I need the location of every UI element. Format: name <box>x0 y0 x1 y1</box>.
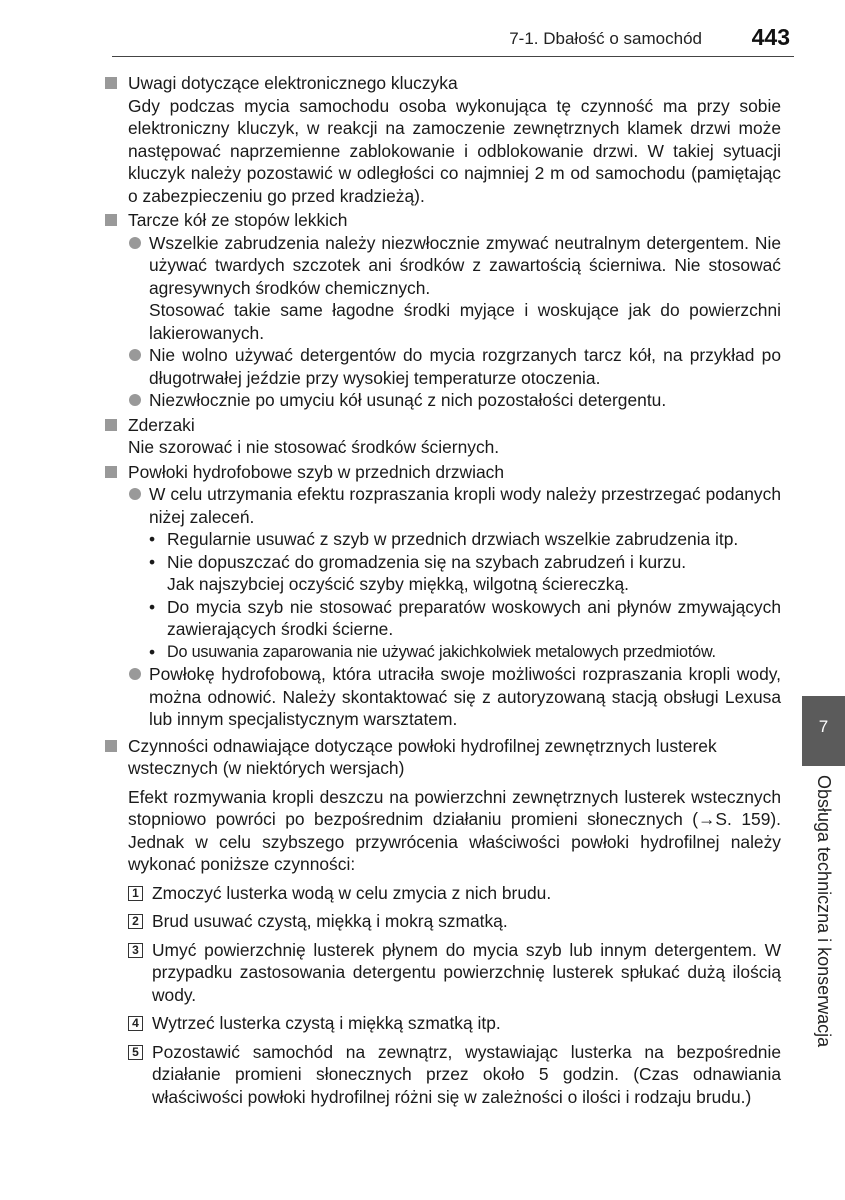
step-text: Wytrzeć lusterka czystą i miękką szmatką itp. <box>152 1013 501 1033</box>
step-text: Umyć powierzchnię lusterek płynem do mycia szyb lub innym detergentem. W przypadku zastosowania detergentu powierzchnię lusterek spłukać dużą ilością wody. <box>152 939 781 1005</box>
circle-bullet-icon <box>129 488 141 500</box>
chapter-tab <box>802 696 845 766</box>
sub-list-item <box>149 641 781 664</box>
section-heading <box>103 461 781 484</box>
square-bullet-icon <box>105 466 117 478</box>
circle-bullet-icon <box>129 349 141 361</box>
chapter-number: 7 <box>818 717 829 736</box>
list-item <box>128 483 781 528</box>
step-text: Zmoczyć lusterka wodą w celu zmycia z nich brudu. <box>152 882 552 903</box>
section-heading <box>103 72 781 95</box>
page-number: 443 <box>751 24 790 50</box>
list-item <box>128 344 781 389</box>
section-heading <box>103 414 781 437</box>
step-number: 2 <box>128 914 143 929</box>
sub-list-item-text: Nie dopuszczać do gromadzenia się na szybach zabrudzeń i kurzu. <box>167 551 687 572</box>
chapter-side-title: Obsługa techniczna i konserwacja <box>814 775 834 1048</box>
square-bullet-icon <box>105 77 117 89</box>
paragraph: Nie szorować i nie stosować środków ściernych. <box>128 437 500 457</box>
step-item <box>127 1012 781 1035</box>
step-number: 3 <box>128 943 143 958</box>
small-dot-icon: • <box>149 551 156 572</box>
circle-bullet-icon <box>129 237 141 249</box>
heading-text: Czynności odnawiające dotyczące powłoki hydrofilnej zewnętrznych lusterek wstecznych (w niektórych wersjach) <box>128 735 717 778</box>
section-heading <box>103 735 781 780</box>
circle-bullet-icon <box>129 394 141 406</box>
paragraph: Gdy podczas mycia samochodu osoba wykonująca tę czynność ma przy sobie elektroniczny kluczyk, w reakcji na zamoczenie zewnętrznych klamek drzwi może następować naprzemienne zablokowanie i odblokowanie drzwi. W takiej sytuacji kluczyk należy pozostawić w odległości co najmniej 2 m od samochodu (pamiętając o zabezpieczeniu go przed kradzieżą). <box>128 95 781 206</box>
step-item <box>127 939 781 1007</box>
list-item-text: Nie wolno używać detergentów do mycia rozgrzanych tarcz kół, na przykład po długotrwałej jeździe przy wysokiej temperaturze otoczenia. <box>149 345 781 388</box>
sub-list-item-text: Do mycia szyb nie stosować preparatów woskowych ani płynów zmywających zawierających środki ścierne. <box>167 596 781 639</box>
circle-bullet-icon <box>129 668 141 680</box>
step-text: Brud usuwać czystą, miękką i mokrą szmatką. <box>152 911 508 931</box>
list-item <box>128 232 781 300</box>
small-dot-icon: • <box>149 596 156 617</box>
step-item <box>127 1041 781 1109</box>
sub-list-item-text: Regularnie usuwać z szyb w przednich drzwiach wszelkie zabrudzenia itp. <box>167 529 739 549</box>
square-bullet-icon <box>105 740 117 752</box>
list-item <box>128 663 781 731</box>
section-title: 7-1. Dbałość o samochód <box>509 29 702 48</box>
step-number: 5 <box>128 1045 143 1060</box>
page-content <box>103 70 781 1108</box>
small-dot-icon: • <box>149 641 156 662</box>
list-item <box>128 389 781 412</box>
step-number: 1 <box>128 886 143 901</box>
list-item-text: Niezwłocznie po umyciu kół usunąć z nich pozostałości detergentu. <box>149 390 667 410</box>
sub-list-item <box>149 551 781 574</box>
section-heading <box>103 209 781 232</box>
list-item-text: Powłokę hydrofobową, która utraciła swoje możliwości rozpraszania kropli wody, można odnowić. Należy skontaktować się z autoryzowaną stacją obsługi Lexusa lub innym specjalistycznym warsztatem. <box>149 664 781 729</box>
list-item-continuation: Stosować takie same łagodne środki myjące i woskujące jak do powierzchni lakierowanych. <box>149 300 781 343</box>
square-bullet-icon <box>105 419 117 431</box>
sub-list-item-continuation: Jak najszybciej oczyścić szyby miękką, wilgotną ściereczką. <box>167 574 629 594</box>
paragraph: Efekt rozmywania kropli deszczu na powierzchni zewnętrznych lusterek wstecznych stopniowo powróci po bezpośrednim działaniu promieni słonecznych (→S. 159). Jednak w celu szybszego przywrócenia właściwości powłoki hydrofilnej należy wykonać poniższe czynności: <box>128 786 781 874</box>
sub-list-item-text: Do usuwania zaparowania nie używać jakichkolwiek metalowych przedmiotów. <box>167 642 716 661</box>
step-text: Pozostawić samochód na zewnątrz, wystawiając lusterka na bezpośrednie działanie promieni słonecznych przez około 5 godzin. (Czas odnawiania właściwości powłoki hydrofilnej różni się w zależności o ilości i rodzaju brudu.) <box>152 1041 781 1107</box>
page-header <box>112 0 794 56</box>
heading-text: Zderzaki <box>128 414 195 435</box>
heading-text: Powłoki hydrofobowe szyb w przednich drzwiach <box>128 461 505 482</box>
list-item-text: Wszelkie zabrudzenia należy niezwłocznie zmywać neutralnym detergentem. Nie używać twardych szczotek ani środków z zawartością ścierniwa. Nie stosować agresywnych środków chemicznych. <box>149 232 781 298</box>
square-bullet-icon <box>105 214 117 226</box>
heading-text: Uwagi dotyczące elektronicznego kluczyka <box>128 73 458 93</box>
step-item <box>127 882 781 905</box>
step-number: 4 <box>128 1016 143 1031</box>
sub-list-item <box>149 596 781 641</box>
heading-text: Tarcze kół ze stopów lekkich <box>128 210 348 230</box>
step-item <box>127 910 781 933</box>
list-item-text: W celu utrzymania efektu rozpraszania kropli wody należy przestrzegać podanych niżej zaleceń. <box>149 484 781 527</box>
sub-list-item <box>149 528 781 551</box>
header-rule <box>112 56 794 57</box>
small-dot-icon: • <box>149 529 156 549</box>
